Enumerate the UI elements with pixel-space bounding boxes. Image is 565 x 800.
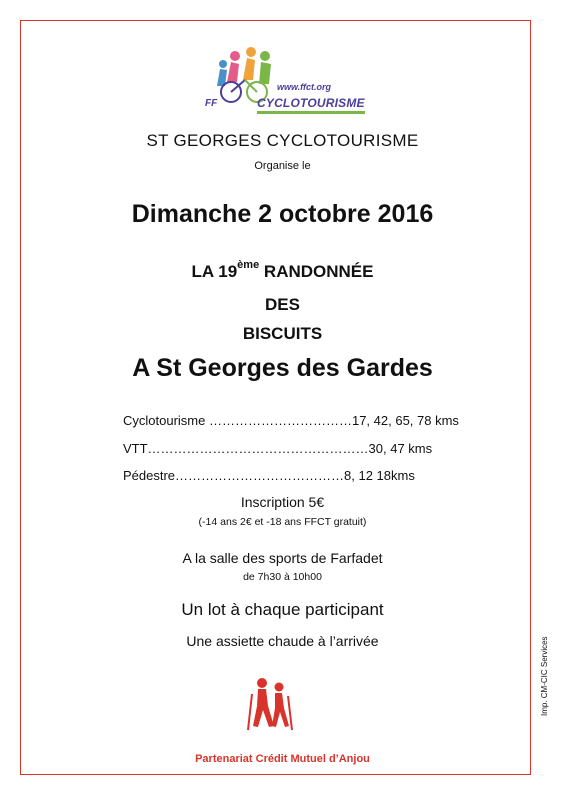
logo-url: www.ffct.org xyxy=(277,82,331,92)
organise-text: Organise le xyxy=(254,160,311,172)
logo-ff: FF xyxy=(205,98,218,109)
rando-suffix: RANDONNÉE xyxy=(259,262,374,281)
distance-pedestre: Pédestre…………………………………8, 12 18kms xyxy=(123,468,415,483)
event-place: A St Georges des Gardes xyxy=(132,354,433,382)
logo-name: CYCLOTOURISME xyxy=(257,96,365,114)
rando-des: DES xyxy=(265,295,300,314)
distance-vtt: VTT……………………………………………30, 47 kms xyxy=(123,441,433,456)
event-date: Dimanche 2 octobre 2016 xyxy=(131,200,434,228)
rando-sup: ème xyxy=(237,259,260,271)
inscription-price: Inscription 5€ xyxy=(240,494,325,510)
lot-text: Un lot à chaque participant xyxy=(181,600,384,619)
venue-hours: de 7h30 à 10h00 xyxy=(243,571,322,583)
inscription-details: (-14 ans 2€ et -18 ans FFCT gratuit) xyxy=(198,516,367,528)
club-name: ST GEORGES CYCLOTOURISME xyxy=(146,131,419,150)
distance-cyclotourisme: Cyclotourisme ……………………………17, 42, 65, 78 kms xyxy=(123,413,459,428)
rando-biscuits: BISCUITS xyxy=(242,324,323,343)
plate-text: Une assiette chaude à l’arrivée xyxy=(186,633,379,649)
partner-text: Partenariat Crédit Mutuel d’Anjou xyxy=(195,753,370,765)
rando-prefix: LA 19 xyxy=(191,262,238,281)
ffct-logo xyxy=(205,42,365,120)
venue-hall: A la salle des sports de Farfadet xyxy=(182,550,383,566)
hikers-icon xyxy=(244,676,294,734)
printer-credit: Imp. CM-CIC Services xyxy=(540,636,549,716)
rando-title xyxy=(0,259,565,282)
